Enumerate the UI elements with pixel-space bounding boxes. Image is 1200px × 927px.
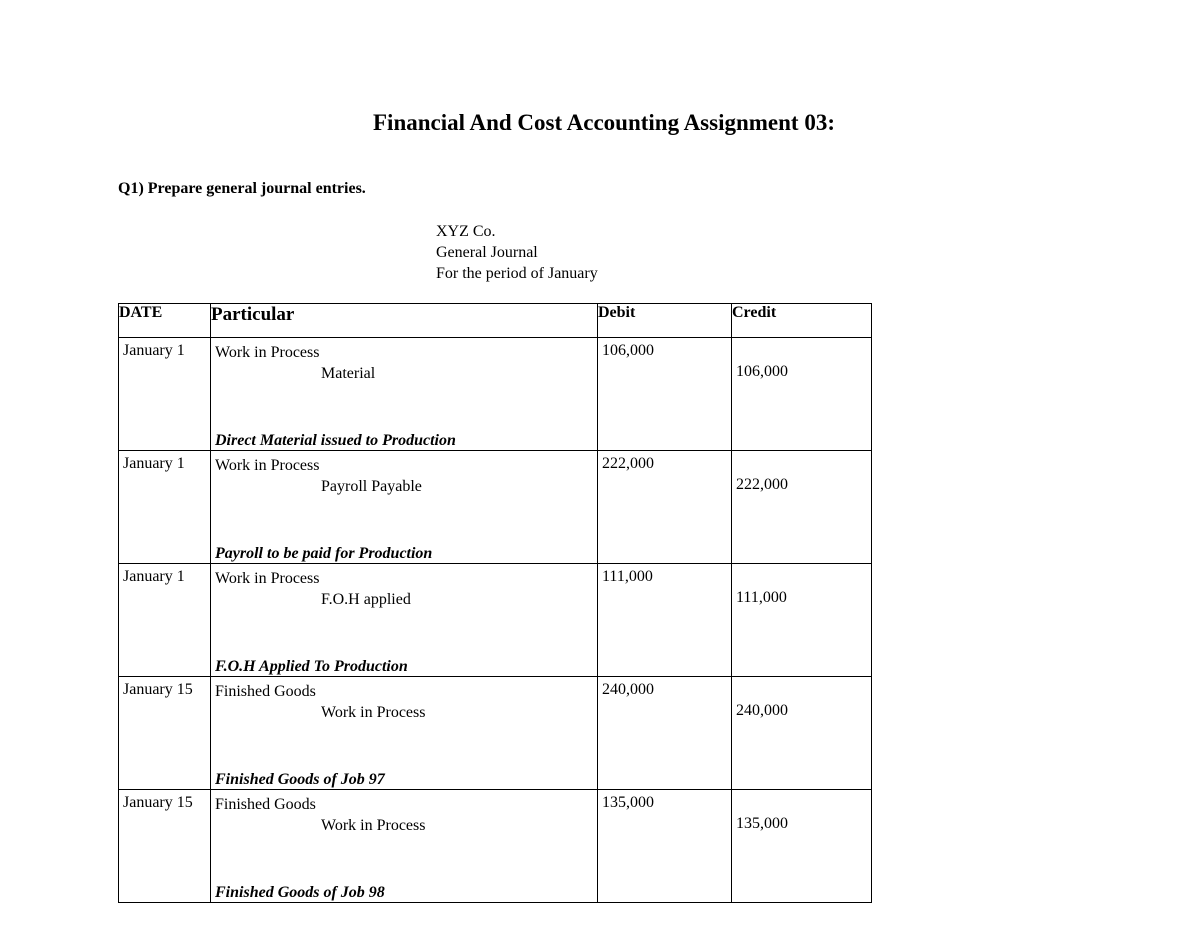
- debit-account: Work in Process: [215, 570, 320, 587]
- credit-account: Material: [321, 365, 376, 382]
- credit-account: F.O.H applied: [321, 591, 411, 608]
- entry-debit: 222,000: [598, 451, 732, 564]
- entry-date: January 1: [119, 451, 211, 564]
- entry-date: January 1: [119, 564, 211, 677]
- table-header-row: [119, 304, 872, 338]
- header-date: DATE: [119, 304, 211, 338]
- entry-particular: [211, 564, 598, 677]
- header-debit: Debit: [598, 304, 732, 338]
- debit-account: Finished Goods: [215, 796, 316, 813]
- entry-credit: 135,000: [732, 790, 872, 903]
- entry-narration: Payroll to be paid for Production: [215, 545, 433, 562]
- document-title: Financial And Cost Accounting Assignment 03:: [373, 110, 835, 135]
- debit-account: Finished Goods: [215, 683, 316, 700]
- entry-particular: [211, 338, 598, 451]
- entry-credit: 222,000: [732, 451, 872, 564]
- journal-name: General Journal: [436, 244, 538, 261]
- entry-date: January 15: [119, 677, 211, 790]
- table-row: [119, 677, 872, 790]
- entry-particular: [211, 790, 598, 903]
- entry-debit: 135,000: [598, 790, 732, 903]
- table-row: [119, 790, 872, 903]
- header-particular: Particular: [211, 304, 598, 338]
- entry-particular: [211, 451, 598, 564]
- entry-credit: 240,000: [732, 677, 872, 790]
- entry-credit: 106,000: [732, 338, 872, 451]
- company-header: [436, 221, 598, 284]
- table-row: [119, 338, 872, 451]
- entry-narration: Finished Goods of Job 98: [215, 884, 385, 901]
- entry-date: January 1: [119, 338, 211, 451]
- entry-particular: [211, 677, 598, 790]
- question-heading: Q1) Prepare general journal entries.: [118, 180, 366, 197]
- debit-account: Work in Process: [215, 457, 320, 474]
- table-row: [119, 451, 872, 564]
- journal-period: For the period of January: [436, 265, 598, 282]
- entry-narration: Direct Material issued to Production: [215, 432, 456, 449]
- entry-debit: 240,000: [598, 677, 732, 790]
- entry-date: January 15: [119, 790, 211, 903]
- table-row: [119, 564, 872, 677]
- entry-narration: Finished Goods of Job 97: [215, 771, 385, 788]
- credit-account: Work in Process: [321, 817, 426, 834]
- debit-account: Work in Process: [215, 344, 320, 361]
- company-name: XYZ Co.: [436, 223, 496, 240]
- entry-debit: 106,000: [598, 338, 732, 451]
- entry-credit: 111,000: [732, 564, 872, 677]
- entry-narration: F.O.H Applied To Production: [215, 658, 408, 675]
- entry-debit: 111,000: [598, 564, 732, 677]
- general-journal-table: [118, 303, 872, 903]
- credit-account: Work in Process: [321, 704, 426, 721]
- header-credit: Credit: [732, 304, 872, 338]
- credit-account: Payroll Payable: [321, 478, 422, 495]
